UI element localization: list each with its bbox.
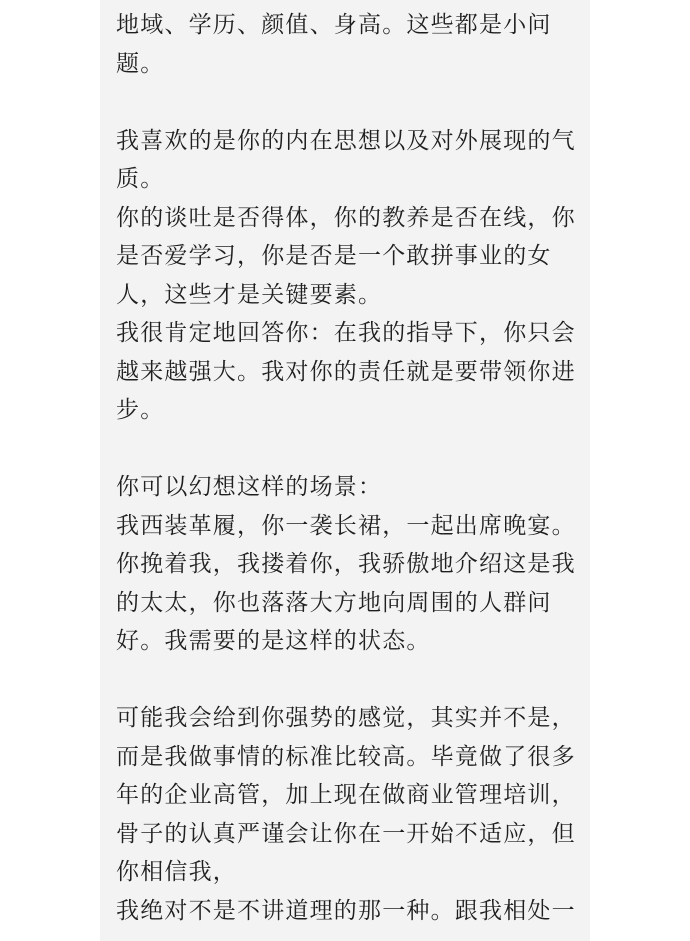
text-line: 越来越强大。我对你的责任就是要带领你进	[116, 358, 576, 385]
text-page	[100, 0, 590, 941]
text-line: 地域、学历、颜值、身高。这些都是小问	[116, 12, 552, 38]
text-line: 可能我会给到你强势的感觉，其实并不是，	[116, 705, 576, 731]
text-line: 我西装革履，你一袭长裙，一起出席晚宴。	[116, 512, 576, 539]
text-body	[116, 6, 586, 930]
text-line: 步。	[116, 397, 165, 423]
text-line: 而是我做事情的标准比较高。毕竟做了很多	[116, 743, 576, 770]
text-line: 骨子的认真严谨会让你在一开始不适应，但	[116, 820, 576, 847]
text-line: 我很肯定地回答你：在我的指导下，你只会	[116, 320, 576, 346]
text-line: 我绝对不是不讲道理的那一种。跟我相处一	[116, 897, 576, 924]
text-line: 你挽着我，我搂着你，我骄傲地介绍这是我	[116, 551, 576, 577]
text-line: 题。	[116, 50, 165, 77]
paragraph-gap	[116, 83, 586, 122]
text-line: 是否爱学习，你是否是一个敢拼事业的女	[116, 243, 552, 269]
text-line: 你相信我，	[116, 859, 237, 885]
text-line: 你的谈吐是否得体，你的教养是否在线，你	[116, 204, 576, 231]
text-line: 年的企业高管，加上现在做商业管理培训，	[116, 782, 576, 808]
text-line: 我喜欢的是你的内在思想以及对外展现的气	[116, 127, 576, 154]
paragraph-gap	[116, 430, 586, 469]
text-line: 你可以幻想这样的场景：	[116, 474, 383, 500]
paragraph-gap	[116, 661, 586, 700]
text-line: 人，这些才是关键要素。	[116, 281, 383, 308]
text-line: 好。我需要的是这样的状态。	[116, 628, 431, 654]
text-line: 的太太，你也落落大方地向周围的人群问	[116, 589, 552, 616]
text-line: 质。	[116, 166, 165, 192]
